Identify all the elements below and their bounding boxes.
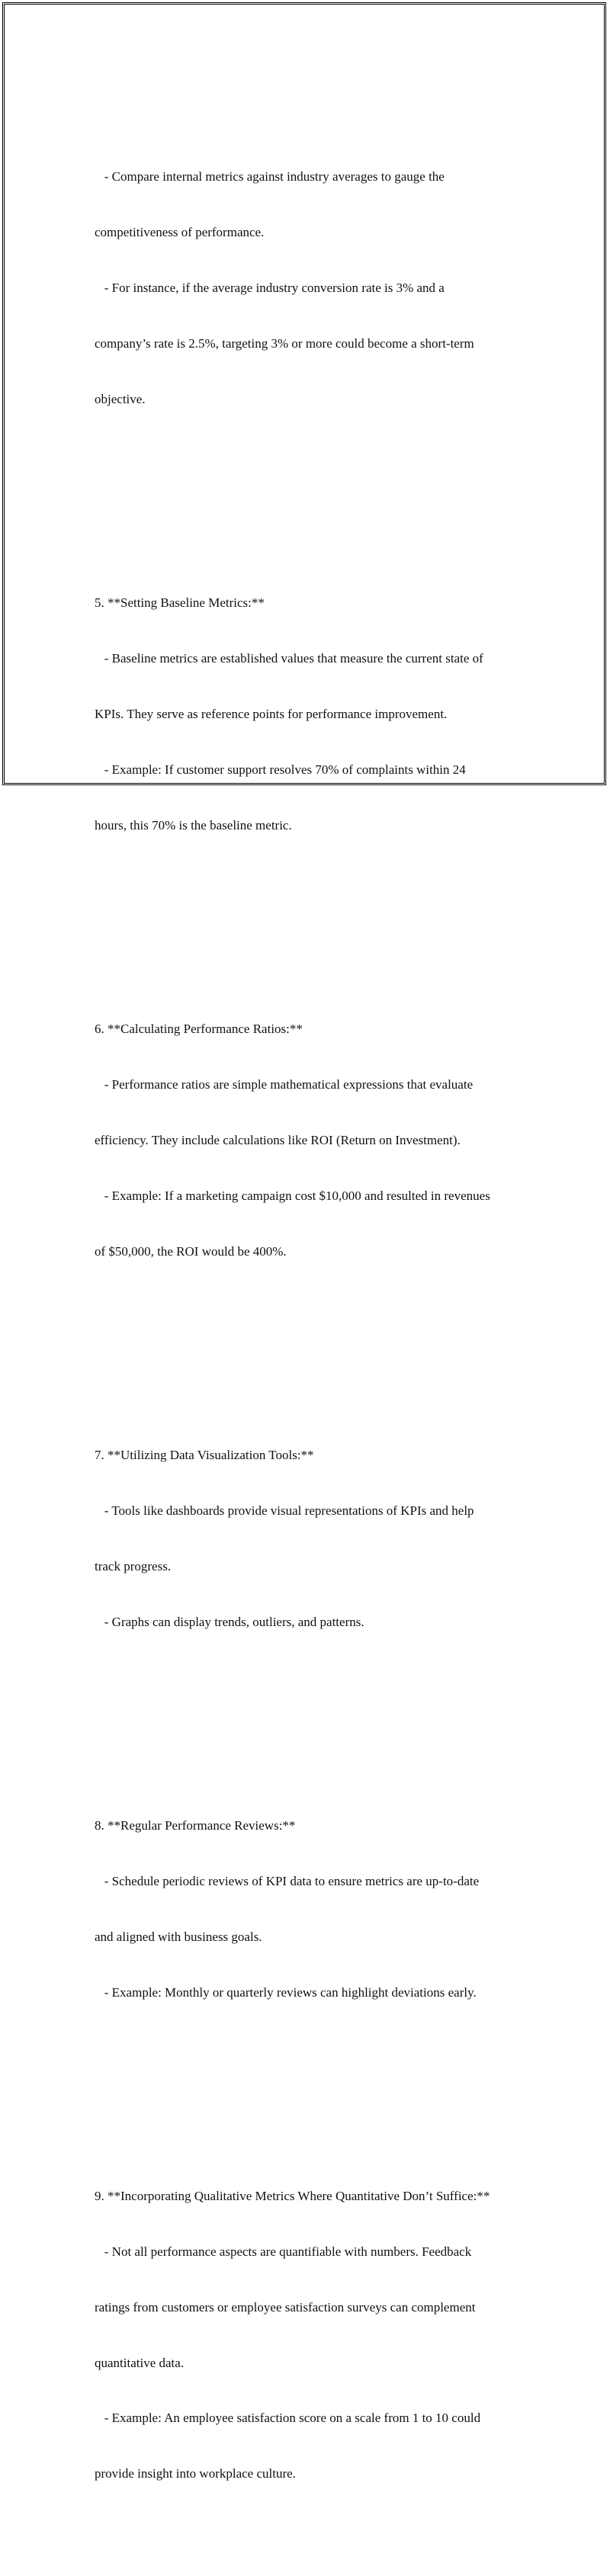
- text-line: - Compare internal metrics against industry averages to gauge the: [95, 169, 445, 184]
- text-line: - Graphs can display trends, outliers, and patterns.: [95, 1614, 364, 1629]
- text-line: competitiveness of performance.: [95, 225, 265, 240]
- text-line: quantitative data.: [95, 2355, 185, 2370]
- paragraph-gap: [95, 1705, 537, 1724]
- paragraph-baseline-metrics: [95, 557, 537, 872]
- text-line: company’s rate is 2.5%, targeting 3% or more could become a short-term: [95, 336, 474, 351]
- paragraph-performance-reviews: [95, 1779, 537, 2039]
- page-frame: [2, 2, 606, 2481]
- text-line: - Baseline metrics are established values that measure the current state of: [95, 651, 483, 666]
- paragraph-qualitative-metrics: [95, 2150, 537, 2520]
- text-line: - For instance, if the average industry conversion rate is 3% and a: [95, 281, 445, 296]
- text-line: hours, this 70% is the baseline metric.: [95, 817, 292, 832]
- paragraph-performance-ratios: [95, 983, 537, 1298]
- section-heading: 5. **Setting Baseline Metrics:**: [95, 595, 265, 611]
- section-heading: 8. **Regular Performance Reviews:**: [95, 1817, 296, 1833]
- text-line: provide insight into workplace culture.: [95, 2466, 296, 2481]
- text-line: - Example: If a marketing campaign cost $10,000 and resulted in revenues: [95, 1188, 490, 1203]
- paragraph-gap: [95, 909, 537, 927]
- paragraph-data-visualization: [95, 1409, 537, 1668]
- text-line: ratings from customers or employee satisfaction surveys can complement: [95, 2299, 476, 2315]
- text-line: and aligned with business goals.: [95, 1929, 262, 1944]
- text-line: - Performance ratios are simple mathematical expressions that evaluate: [95, 1077, 474, 1092]
- text-line: of $50,000, the ROI would be 400%.: [95, 1243, 287, 1259]
- paragraph-gap: [95, 483, 537, 502]
- text-line: - Tools like dashboards provide visual representations of KPIs and help: [95, 1503, 474, 1518]
- text-line: objective.: [95, 392, 146, 407]
- text-line: KPIs. They serve as reference points for performance improvement.: [95, 707, 448, 722]
- paragraph-gap: [95, 2076, 537, 2094]
- section-heading: 9. **Incorporating Qualitative Metrics Where Quantitative Don’t Suffice:**: [95, 2188, 490, 2203]
- text-line: - Example: If customer support resolves 70% of complaints within 24: [95, 762, 466, 777]
- section-heading: 7. **Utilizing Data Visualization Tools:**: [95, 1447, 314, 1462]
- text-line: - Example: An employee satisfaction score on a scale from 1 to 10 could: [95, 2411, 481, 2426]
- text-line: track progress.: [95, 1558, 172, 1574]
- text-line: - Schedule periodic reviews of KPI data to ensure metrics are up-to-date: [95, 1873, 480, 1888]
- section-heading: 6. **Calculating Performance Ratios:**: [95, 1022, 303, 1037]
- text-line: efficiency. They include calculations like ROI (Return on Investment).: [95, 1132, 461, 1147]
- document-body: [95, 75, 537, 2576]
- paragraph-gap: [95, 1335, 537, 1353]
- paragraph-benchmarking-continued: [95, 131, 537, 446]
- text-line: - Example: Monthly or quarterly reviews can highlight deviations early.: [95, 1984, 477, 2000]
- text-line: - Not all performance aspects are quantifiable with numbers. Feedback: [95, 2244, 472, 2259]
